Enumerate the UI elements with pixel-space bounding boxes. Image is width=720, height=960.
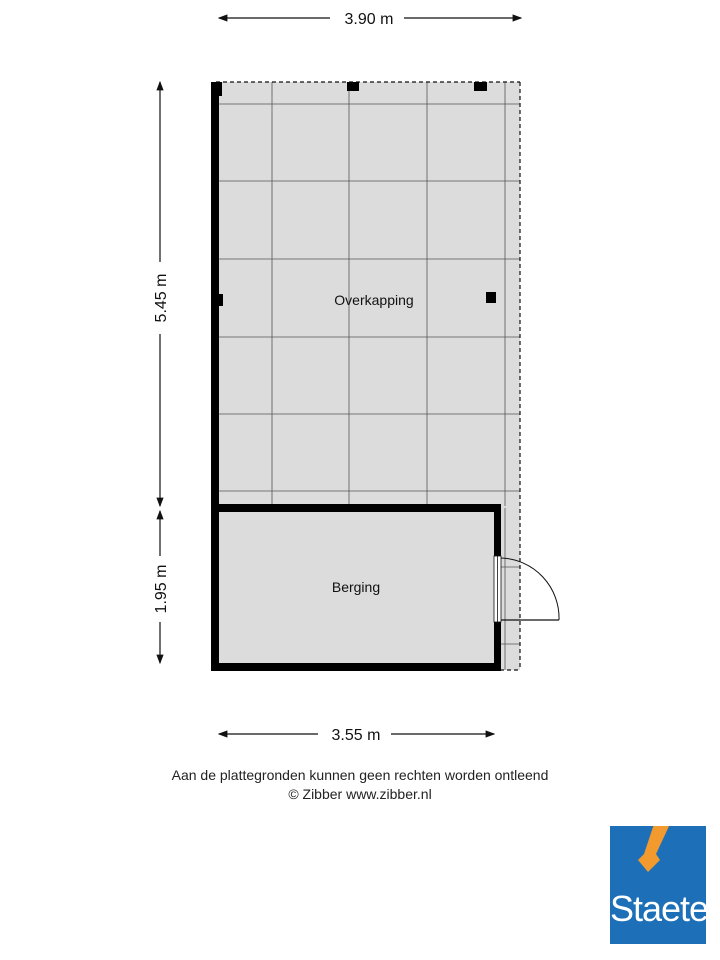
- berging-wall-top: [211, 504, 501, 512]
- berging-wall-bottom: [211, 663, 501, 671]
- post: [474, 82, 487, 91]
- post: [486, 292, 496, 303]
- berging-wall-right-upper: [494, 504, 501, 556]
- disclaimer-text: Aan de plattegronden kunnen geen rechten worden ontleend: [171, 767, 549, 783]
- post: [347, 82, 359, 91]
- berging-wall-right-lower: [494, 622, 501, 671]
- left-wall: [211, 82, 219, 670]
- wall-bracket: [218, 294, 223, 306]
- room-label-berging: Berging: [331, 579, 381, 595]
- dimension-label-bottom: 3.55 m: [331, 727, 381, 744]
- copyright-text: © Zibber www.zibber.nl: [288, 786, 432, 802]
- post: [211, 82, 222, 96]
- dimension-label-left-upper: 5.45 m: [153, 273, 170, 323]
- staete-logo: [610, 826, 709, 944]
- side-strip: [500, 508, 520, 670]
- dimension-label-top: 3.90 m: [344, 11, 394, 28]
- dimension-label-left-lower: 1.95 m: [153, 564, 170, 614]
- room-label-overkapping: Overkapping: [334, 292, 414, 308]
- logo-text: Staete: [610, 888, 709, 929]
